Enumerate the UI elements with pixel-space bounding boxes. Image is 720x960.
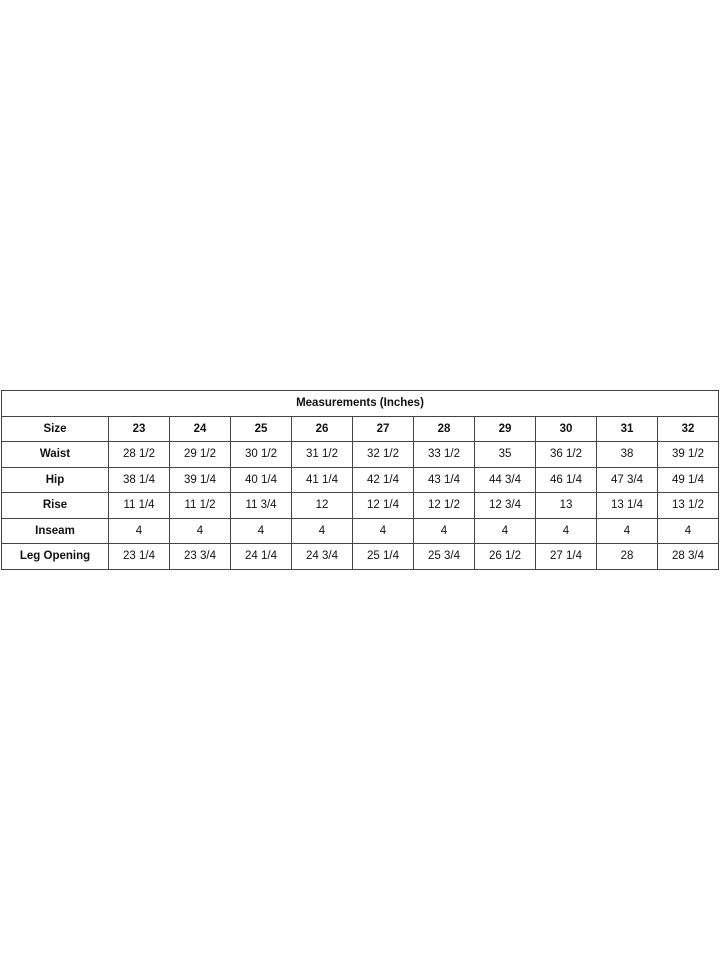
table-cell: 43 1/4 xyxy=(414,467,475,493)
table-cell: 13 1/4 xyxy=(597,493,658,519)
table-cell: 13 xyxy=(536,493,597,519)
table-row-hip xyxy=(2,467,719,493)
table-cell: 11 3/4 xyxy=(231,493,292,519)
table-cell: 23 3/4 xyxy=(170,544,231,570)
table-cell: 27 1/4 xyxy=(536,544,597,570)
table-cell: 13 1/2 xyxy=(658,493,719,519)
row-label: Hip xyxy=(2,467,109,493)
size-header-cell: 26 xyxy=(292,416,353,442)
table-cell: 4 xyxy=(231,518,292,544)
table-cell: 4 xyxy=(109,518,170,544)
table-cell: 23 1/4 xyxy=(109,544,170,570)
table-cell: 4 xyxy=(414,518,475,544)
size-header-cell: 30 xyxy=(536,416,597,442)
table-cell: 46 1/4 xyxy=(536,467,597,493)
size-header-cell: 23 xyxy=(109,416,170,442)
table-cell: 39 1/4 xyxy=(170,467,231,493)
table-cell: 11 1/2 xyxy=(170,493,231,519)
size-header-cell: 24 xyxy=(170,416,231,442)
size-header-cell: 28 xyxy=(414,416,475,442)
table-cell: 4 xyxy=(353,518,414,544)
table-row-rise xyxy=(2,493,719,519)
table-cell: 38 xyxy=(597,442,658,468)
table-cell: 28 xyxy=(597,544,658,570)
table-cell: 12 1/2 xyxy=(414,493,475,519)
table-cell: 4 xyxy=(292,518,353,544)
table-cell: 41 1/4 xyxy=(292,467,353,493)
table-cell: 4 xyxy=(475,518,536,544)
table-row-waist xyxy=(2,442,719,468)
size-header-row xyxy=(2,416,719,442)
table-row-leg-opening xyxy=(2,544,719,570)
size-header-cell: 32 xyxy=(658,416,719,442)
table-cell: 40 1/4 xyxy=(231,467,292,493)
table-cell: 4 xyxy=(658,518,719,544)
size-header-cell: 31 xyxy=(597,416,658,442)
table-cell: 4 xyxy=(597,518,658,544)
table-cell: 26 1/2 xyxy=(475,544,536,570)
table-cell: 33 1/2 xyxy=(414,442,475,468)
table-cell: 28 1/2 xyxy=(109,442,170,468)
table-cell: 24 3/4 xyxy=(292,544,353,570)
table-cell: 35 xyxy=(475,442,536,468)
row-label: Inseam xyxy=(2,518,109,544)
table-title: Measurements (Inches) xyxy=(2,391,719,417)
table-cell: 24 1/4 xyxy=(231,544,292,570)
table-cell: 36 1/2 xyxy=(536,442,597,468)
table-cell: 11 1/4 xyxy=(109,493,170,519)
table-cell: 25 1/4 xyxy=(353,544,414,570)
table-cell: 25 3/4 xyxy=(414,544,475,570)
table-cell: 31 1/2 xyxy=(292,442,353,468)
table-cell: 4 xyxy=(170,518,231,544)
table-cell: 32 1/2 xyxy=(353,442,414,468)
table-cell: 29 1/2 xyxy=(170,442,231,468)
row-label: Waist xyxy=(2,442,109,468)
size-header-label: Size xyxy=(2,416,109,442)
size-header-cell: 25 xyxy=(231,416,292,442)
table-cell: 42 1/4 xyxy=(353,467,414,493)
table-cell: 49 1/4 xyxy=(658,467,719,493)
table-cell: 44 3/4 xyxy=(475,467,536,493)
size-header-cell: 27 xyxy=(353,416,414,442)
table-cell: 12 3/4 xyxy=(475,493,536,519)
title-row xyxy=(2,391,719,417)
table-cell: 39 1/2 xyxy=(658,442,719,468)
table-cell: 4 xyxy=(536,518,597,544)
table-row-inseam xyxy=(2,518,719,544)
table-cell: 47 3/4 xyxy=(597,467,658,493)
row-label: Leg Opening xyxy=(2,544,109,570)
table-cell: 30 1/2 xyxy=(231,442,292,468)
table-cell: 12 xyxy=(292,493,353,519)
size-header-cell: 29 xyxy=(475,416,536,442)
table-cell: 28 3/4 xyxy=(658,544,719,570)
size-chart-table xyxy=(1,390,719,570)
row-label: Rise xyxy=(2,493,109,519)
table-cell: 12 1/4 xyxy=(353,493,414,519)
table-cell: 38 1/4 xyxy=(109,467,170,493)
